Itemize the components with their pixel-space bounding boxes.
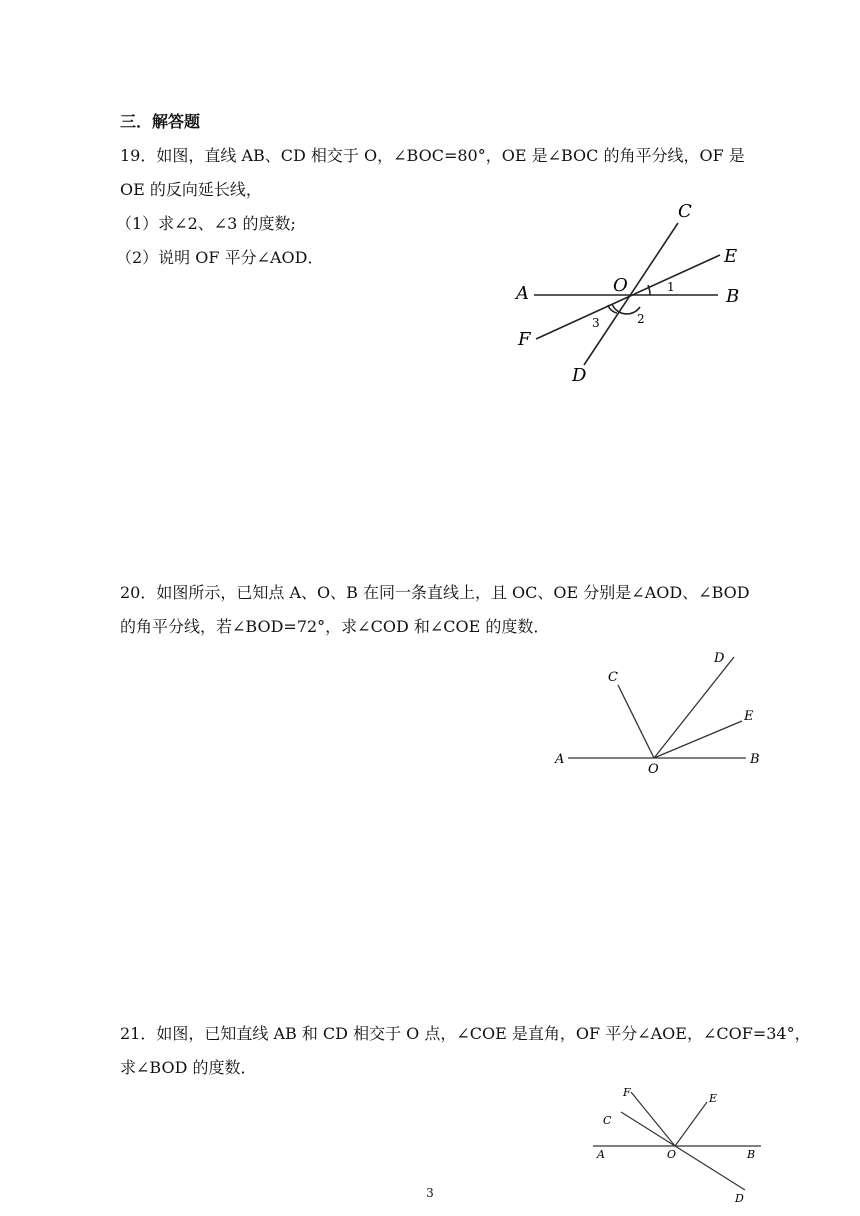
q21-label-O: O	[667, 1148, 677, 1161]
q21-line-cd	[621, 1112, 745, 1190]
q20-ray-oc	[618, 685, 654, 758]
q19-text-line1: 19．如图，直线 AB、CD 相交于 O，∠BOC=80°，OE 是∠BOC 的角平分线，OF 是	[120, 146, 745, 165]
q21-label-F: F	[623, 1086, 631, 1099]
q20-label-O: O	[648, 762, 659, 777]
q19-label-A: A	[516, 283, 529, 304]
q19-figure	[500, 195, 760, 390]
q20-label-B: B	[750, 752, 760, 767]
q19-text-line2: OE 的反向延长线，	[120, 180, 262, 199]
q19-label-B: B	[726, 286, 740, 307]
q19-label-F: F	[518, 329, 531, 350]
q19-line-fe	[536, 255, 720, 339]
q20-ray-od	[654, 657, 734, 758]
q20-figure	[550, 645, 770, 780]
q19-label-C: C	[678, 201, 692, 222]
q19-label-E: E	[724, 246, 738, 267]
q20-label-D: D	[714, 651, 725, 666]
q19-angle1-label: 1	[667, 280, 675, 294]
q20-label-A: A	[555, 752, 565, 767]
q20-label-E: E	[744, 709, 754, 724]
section-title: 三．解答题	[120, 112, 201, 131]
q19-label-O: O	[613, 275, 628, 296]
q21-text-line1: 21．如图，已知直线 AB 和 CD 相交于 O 点，∠COE 是直角，OF 平分∠AOE，∠COF=34°，	[120, 1024, 811, 1043]
q21-ray-oe	[675, 1102, 707, 1146]
page-number: 3	[426, 1186, 434, 1200]
q21-label-A: A	[597, 1148, 605, 1161]
q21-label-C: C	[603, 1114, 612, 1127]
q21-label-E: E	[709, 1092, 718, 1105]
q20-label-C: C	[608, 670, 618, 685]
q19-part2: （2）说明 OF 平分∠AOD．	[116, 248, 324, 267]
q21-label-B: B	[747, 1148, 756, 1161]
q21-text-line2: 求∠BOD 的度数．	[120, 1058, 257, 1077]
q21-label-D: D	[735, 1192, 744, 1205]
q21-ray-of	[631, 1092, 675, 1146]
q19-angle2-label: 2	[637, 312, 645, 326]
q20-text-line1: 20．如图所示，已知点 A、O、B 在同一条直线上，且 OC、OE 分别是∠AOD、∠BOD	[120, 583, 750, 602]
q19-angle3-label: 3	[592, 316, 600, 330]
q20-ray-oe	[654, 721, 742, 758]
q19-label-D: D	[572, 365, 587, 386]
q20-text-line2: 的角平分线，若∠BOD=72°，求∠COD 和∠COE 的度数．	[120, 617, 550, 636]
q19-part1: （1）求∠2、∠3 的度数;	[116, 214, 296, 233]
q19-line-cd	[584, 223, 678, 365]
